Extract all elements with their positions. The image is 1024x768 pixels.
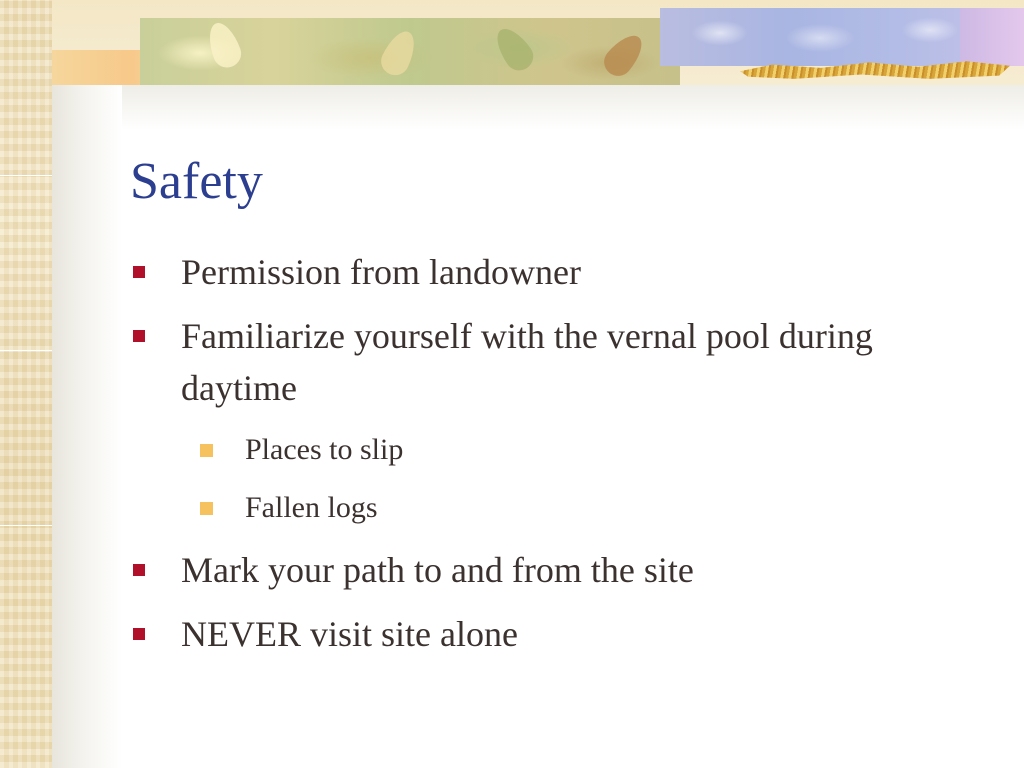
bullet-item xyxy=(130,310,990,414)
square-bullet-icon xyxy=(133,266,145,278)
bullet-text: NEVER visit site alone xyxy=(181,614,518,654)
slide-title: Safety xyxy=(130,153,263,210)
square-bullet-icon xyxy=(133,628,145,640)
leaf-shape xyxy=(377,26,422,80)
sub-bullet-text: Places to slip xyxy=(245,433,404,466)
bullet-text: Mark your path to and from the site xyxy=(181,550,694,590)
leaf-shape xyxy=(598,28,649,81)
leaf-shape xyxy=(489,22,538,76)
sub-bullet-item xyxy=(130,428,990,472)
bullet-item xyxy=(130,608,990,660)
square-bullet-icon xyxy=(133,564,145,576)
bullet-text: Familiarize yourself with the vernal pool during daytime xyxy=(181,316,873,408)
square-bullet-icon xyxy=(133,330,145,342)
leaf-shape xyxy=(203,19,245,72)
strip-seam xyxy=(0,525,52,526)
left-texture-strip xyxy=(0,0,52,768)
sub-bullet-item xyxy=(130,486,990,530)
banner-shadow xyxy=(52,85,1024,130)
sub-bullet-text: Fallen logs xyxy=(245,491,378,524)
banner-lavender-image xyxy=(960,8,1024,66)
strip-seam xyxy=(0,175,52,176)
bullet-item xyxy=(130,246,990,298)
square-sub-bullet-icon xyxy=(200,444,213,457)
banner-leaves-image xyxy=(140,18,680,85)
square-sub-bullet-icon xyxy=(200,502,213,515)
strip-seam xyxy=(0,350,52,351)
bullet-text: Permission from landowner xyxy=(181,252,581,292)
left-shadow xyxy=(52,85,122,768)
bullet-list xyxy=(130,246,990,660)
bullet-item xyxy=(130,544,990,596)
